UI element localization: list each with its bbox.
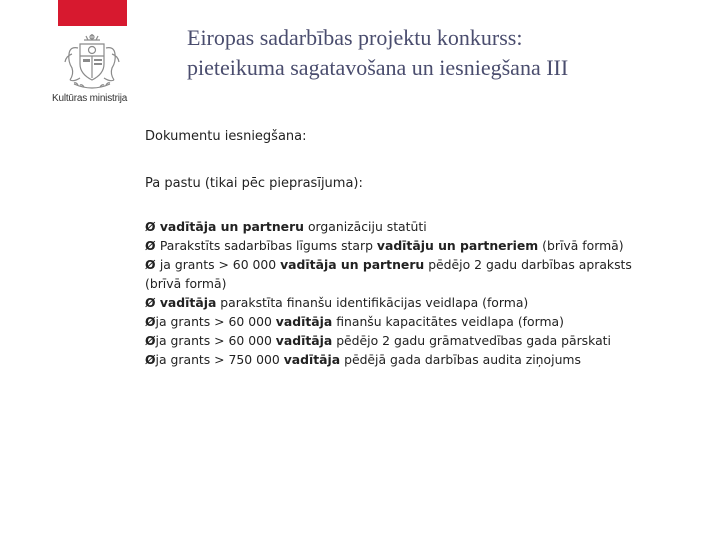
bullet-keyword: vadītāja (283, 352, 341, 367)
arrow-bullet-icon: Ø (145, 295, 160, 310)
arrow-bullet-icon: Ø (145, 238, 160, 253)
bullet-keyword: vadītāja (159, 295, 217, 310)
bullet-continuation: (brīvā formā) (145, 276, 227, 291)
bullet-item (145, 255, 645, 274)
bullet-item (145, 293, 645, 312)
bullet-keyword: vadītāja un partneru (280, 257, 425, 272)
title-line-1: Eiropas sadarbības projektu konkurss: (187, 25, 523, 50)
arrow-bullet-icon: Ø (145, 257, 160, 272)
bullet-text: parakstīta finanšu identifikācijas veidlapa (forma) (216, 295, 529, 310)
bullet-text: pēdējo 2 gadu darbības apraksts (424, 257, 632, 272)
bullet-item (145, 217, 645, 236)
bullet-text: ja grants > 750 000 (155, 352, 284, 367)
bullet-text: organizāciju statūti (304, 219, 427, 234)
bullet-text: Parakstīts sadarbības līgums starp (159, 238, 377, 253)
coat-of-arms-icon (60, 30, 124, 92)
arrow-bullet-icon: Ø (145, 352, 156, 367)
bullet-keyword: vadītāja (275, 314, 333, 329)
bullet-item (145, 236, 645, 255)
title-line-2: pieteikuma sagatavošana un iesniegšana III (187, 55, 569, 80)
bullet-text: finanšu kapacitātes veidlapa (forma) (332, 314, 564, 329)
org-name: Kultūras ministrija (52, 93, 128, 104)
section-subheading: Pa pastu (tikai pēc pieprasījuma): (145, 176, 363, 191)
bullet-keyword: vadītāja un partneru (159, 219, 304, 234)
bullet-text: pēdējo 2 gadu grāmatvedības gada pārskati (332, 333, 611, 348)
bullet-keyword: vadītāju un partneriem (376, 238, 539, 253)
brand-red-bar (58, 0, 127, 26)
bullet-keyword: vadītāja (275, 333, 333, 348)
bullet-text: ja grants > 60 000 (155, 314, 276, 329)
bullet-text: ja grants > 60 000 (155, 333, 276, 348)
bullet-text: ja grants > 60 000 (159, 257, 281, 272)
bullet-item (145, 350, 645, 369)
content-body (145, 128, 645, 369)
bullet-list (145, 217, 645, 369)
bullet-item (145, 331, 645, 350)
arrow-bullet-icon: Ø (145, 333, 156, 348)
bullet-item (145, 312, 645, 331)
page-title (187, 23, 707, 83)
arrow-bullet-icon: Ø (145, 314, 156, 329)
arrow-bullet-icon: Ø (145, 219, 160, 234)
bullet-text: (brīvā formā) (538, 238, 624, 253)
bullet-text: pēdējā gada darbības audita ziņojums (340, 352, 581, 367)
section-heading: Dokumentu iesniegšana: (145, 129, 307, 144)
